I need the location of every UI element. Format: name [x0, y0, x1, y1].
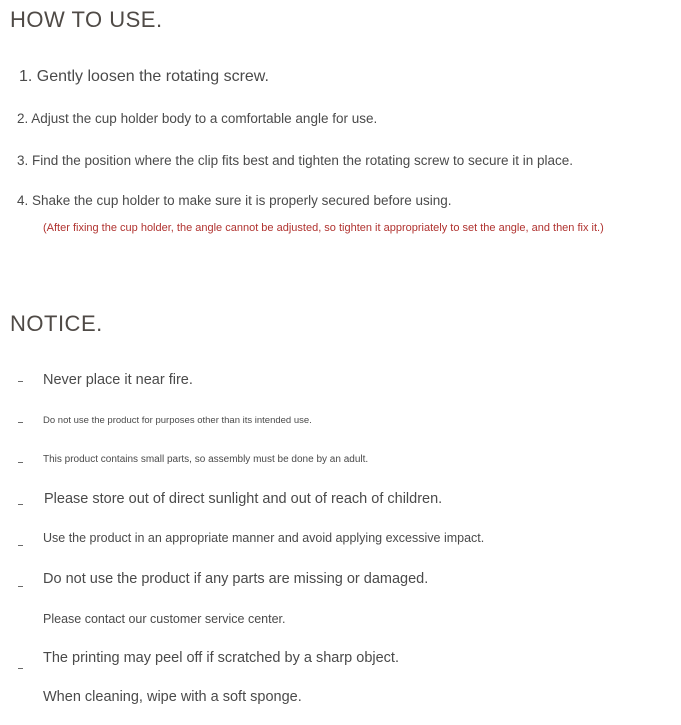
bullet-dash — [18, 504, 23, 505]
angle-warning-note: (After fixing the cup holder, the angle cannot be adjusted, so tighten it appropriately to set the angle, and then fix it.) — [43, 222, 604, 234]
bullet-dash — [18, 462, 23, 463]
notice-heading: NOTICE. — [10, 311, 103, 336]
bullet-dash — [18, 422, 23, 423]
notice-item: This product contains small parts, so assembly must be done by an adult. — [43, 454, 369, 465]
notice-item: Do not use the product for purposes other than its intended use. — [43, 415, 312, 426]
bullet-dash — [18, 668, 23, 669]
bullet-dash — [18, 545, 23, 546]
bullet-dash — [18, 586, 23, 587]
notice-item: Never place it near fire. — [43, 372, 193, 388]
how-to-use-heading: HOW TO USE. — [10, 7, 163, 32]
notice-item-continuation: Please contact our customer service center. — [43, 612, 286, 626]
notice-item: Use the product in an appropriate manner and avoid applying excessive impact. — [43, 531, 485, 545]
notice-item: Please store out of direct sunlight and out of reach of children. — [44, 491, 443, 507]
step-2-text: 2. Adjust the cup holder body to a comfortable angle for use. — [17, 111, 378, 126]
step-1-text: 1. Gently loosen the rotating screw. — [19, 68, 269, 85]
notice-item-continuation: When cleaning, wipe with a soft sponge. — [43, 689, 302, 705]
notice-item: The printing may peel off if scratched by a sharp object. — [43, 650, 399, 666]
step-3-text: 3. Find the position where the clip fits best and tighten the rotating screw to secure it in place. — [17, 153, 574, 168]
bullet-dash — [18, 381, 23, 382]
notice-item: Do not use the product if any parts are missing or damaged. — [43, 571, 429, 587]
step-4-text: 4. Shake the cup holder to make sure it is properly secured before using. — [17, 193, 452, 208]
